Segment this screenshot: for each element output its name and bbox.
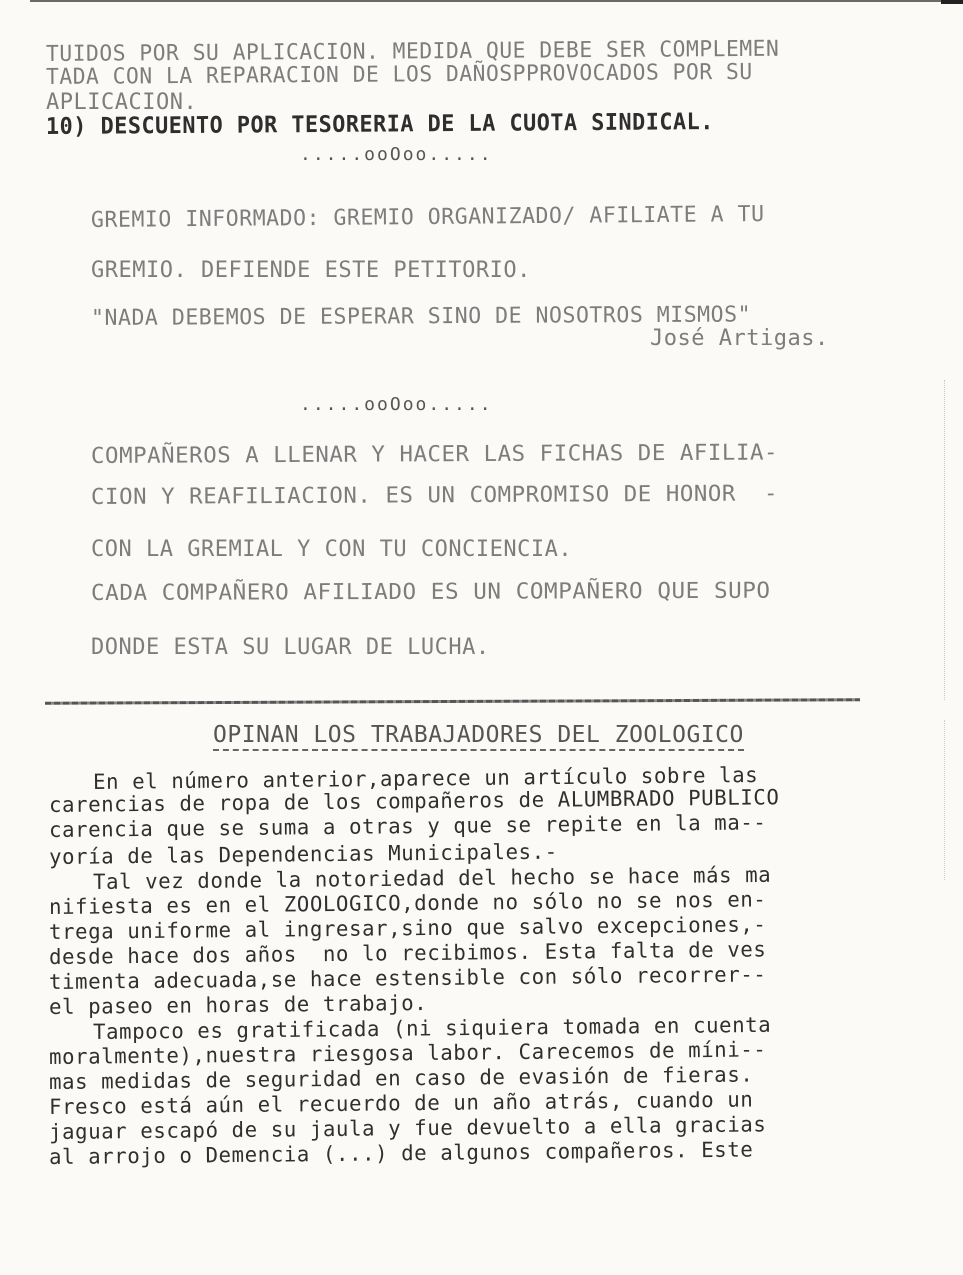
companeros-line-1: COMPAÑEROS A LLENAR Y HACER LAS FICHAS DE AFILIA- [90,440,779,469]
margin-specks [940,380,945,700]
article-line-4: yoría de las Dependencias Municipales.- [48,839,558,869]
top-line-1: TUIDOS POR SU APLICACION. MEDIDA QUE DEBE SER COMPLEMEN [45,36,780,67]
top-line-4: 10) DESCUENTO POR TESORERIA DE LA CUOTA SINDICAL. [45,109,714,140]
gremio-line-1: GREMIO INFORMADO: GREMIO ORGANIZADO/ AFILIATE A TU [90,202,765,233]
margin-specks-lower [940,720,945,880]
separator-ornament-2: .....ooOoo..... [300,394,493,415]
article-line-15: jaguar escapó de su jaula y fue devuelto a ella gracias [48,1112,767,1144]
companeros-line-5: DONDE ESTA SU LUGAR DE LUCHA. [91,635,490,660]
companeros-line-4: CADA COMPAÑERO AFILIADO ES UN COMPAÑERO QUE SUPO [90,578,771,606]
article-heading: OPINAN LOS TRABAJADORES DEL ZOOLOGICO [213,722,744,751]
article-line-2: carencias de ropa de los compañeros de ALUMBRADO PUBLICO [48,785,780,817]
article-line-16: al arrojo o Demencia (...) de algunos compañeros. Este [48,1137,754,1169]
top-line-3: APLICACION. [46,90,198,115]
article-line-7: trega uniforme al ingresar,sino que salvo excepciones,- [48,912,767,944]
companeros-line-3: CON LA GREMIAL Y CON TU CONCIENCIA. [91,537,573,562]
article-line-6: nifiesta es en el ZOOLOGICO,donde no sólo no se nos en- [48,887,767,919]
horizontal-rule [45,698,860,705]
gremio-line-2: GREMIO. DEFIENDE ESTE PETITORIO. [91,258,531,283]
companeros-line-2: CION Y REAFILIACION. ES UN COMPROMISO DE HONOR - [90,481,779,510]
gremio-quote: "NADA DEBEMOS DE ESPERAR SINO DE NOSOTROS MISMOS" [90,302,752,331]
page-corner-mark [941,0,963,4]
article-line-3: carencia que se suma a otras y que se repite en la ma-- [48,810,767,842]
gremio-quote-author: José Artigas. [650,326,829,351]
top-line-2: TADA CON LA REPARACION DE LOS DAÑOSPPROVOCADOS POR SU [45,59,753,90]
separator-ornament-1: .....ooOoo..... [300,144,493,165]
article-line-8: desde hace dos años no lo recibimos. Esta falta de ves [48,937,767,969]
article-line-13: mas medidas de seguridad en caso de evasión de fieras. [48,1062,754,1094]
article-line-5: Tal vez donde la notoriedad del hecho se hace más ma [92,862,772,894]
article-line-14: Fresco está aún el recuerdo de un año atrás, cuando un [48,1087,754,1119]
article-line-9: timenta adecuada,se hace estensible con sólo recorrer-- [48,962,767,994]
article-line-11: Tampoco es gratificada (ni siquiera tomada en cuenta [92,1012,772,1044]
article-line-1: En el número anterior,aparece un artículo sobre las [92,762,759,794]
page-top-edge [30,0,963,2]
article-line-10: el paseo en horas de trabajo. [48,990,428,1019]
article-line-12: moralmente),nuestra riesgosa labor. Carecemos de míni-- [48,1037,767,1069]
